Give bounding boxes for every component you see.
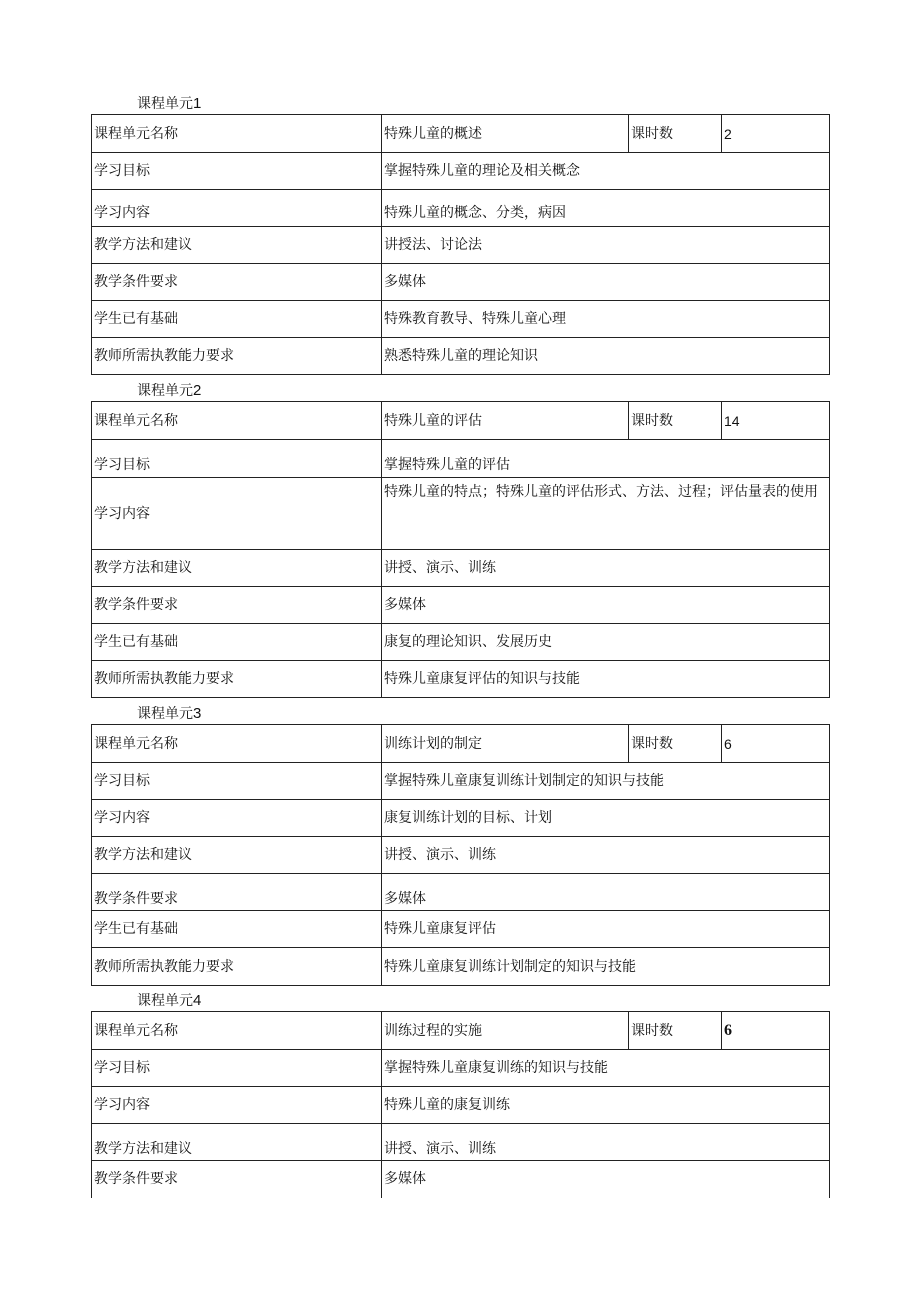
unit-4-table (91, 1011, 830, 1198)
goal-value: 掌握特殊儿童康复训练计划制定的知识与技能 (382, 763, 830, 800)
conditions-label: 教学条件要求 (92, 874, 382, 911)
table-row (92, 587, 830, 624)
unit-1-heading: 课程单元1 (137, 95, 202, 112)
method-label: 教学方法和建议 (92, 227, 382, 264)
teacher-value: 特殊儿童康复评估的知识与技能 (382, 661, 830, 698)
unit-2-table (91, 401, 830, 698)
table-row (92, 264, 830, 301)
table-row (92, 1012, 830, 1050)
method-value: 讲授、演示、训练 (382, 1124, 830, 1161)
table-row (92, 874, 830, 911)
goal-value: 掌握特殊儿童的评估 (382, 440, 830, 478)
table-row (92, 402, 830, 440)
conditions-label: 教学条件要求 (92, 587, 382, 624)
goal-value: 掌握特殊儿童的理论及相关概念 (382, 153, 830, 190)
table-row (92, 837, 830, 874)
hours-value: 14 (722, 402, 830, 440)
unit-name-label: 课程单元名称 (92, 1012, 382, 1050)
content-label: 学习内容 (92, 1087, 382, 1124)
table-row (92, 725, 830, 763)
unit-2-heading: 课程单元2 (137, 382, 202, 399)
goal-label: 学习目标 (92, 153, 382, 190)
basis-label: 学生已有基础 (92, 301, 382, 338)
method-value: 讲授、演示、训练 (382, 837, 830, 874)
content-label: 学习内容 (92, 478, 382, 550)
table-row (92, 1050, 830, 1087)
table-row (92, 800, 830, 837)
conditions-value: 多媒体 (382, 1161, 830, 1198)
basis-label: 学生已有基础 (92, 624, 382, 661)
hours-value: 2 (722, 115, 830, 153)
table-row (92, 550, 830, 587)
goal-label: 学习目标 (92, 440, 382, 478)
unit-3-table (91, 724, 830, 986)
table-row (92, 624, 830, 661)
conditions-label: 教学条件要求 (92, 264, 382, 301)
table-row (92, 153, 830, 190)
table-row (92, 1087, 830, 1124)
unit-1-table (91, 114, 830, 375)
table-row (92, 1124, 830, 1161)
conditions-value: 多媒体 (382, 874, 830, 911)
unit-4-heading: 课程单元4 (137, 992, 202, 1009)
content-value: 特殊儿童的概念、分类，病因 (382, 190, 830, 227)
table-row (92, 190, 830, 227)
unit-name-value: 特殊儿童的概述 (382, 115, 629, 153)
content-value: 特殊儿童的康复训练 (382, 1087, 830, 1124)
content-value: 康复训练计划的目标、计划 (382, 800, 830, 837)
goal-label: 学习目标 (92, 763, 382, 800)
unit-name-label: 课程单元名称 (92, 115, 382, 153)
goal-value: 掌握特殊儿童康复训练的知识与技能 (382, 1050, 830, 1087)
table-row (92, 301, 830, 338)
conditions-label: 教学条件要求 (92, 1161, 382, 1198)
unit-name-label: 课程单元名称 (92, 402, 382, 440)
basis-value: 康复的理论知识、发展历史 (382, 624, 830, 661)
unit-3-heading: 课程单元3 (137, 705, 202, 722)
content-value: 特殊儿童的特点；特殊儿童的评估形式、方法、过程；评估量表的使用 (382, 478, 830, 550)
conditions-value: 多媒体 (382, 587, 830, 624)
teacher-value: 熟悉特殊儿童的理论知识 (382, 338, 830, 375)
unit-name-value: 特殊儿童的评估 (382, 402, 629, 440)
method-label: 教学方法和建议 (92, 550, 382, 587)
basis-value: 特殊儿童康复评估 (382, 911, 830, 948)
hours-label: 课时数 (629, 402, 722, 440)
teacher-value: 特殊儿童康复训练计划制定的知识与技能 (382, 948, 830, 986)
table-row (92, 440, 830, 478)
teacher-label: 教师所需执教能力要求 (92, 661, 382, 698)
unit-name-label: 课程单元名称 (92, 725, 382, 763)
unit-name-value: 训练计划的制定 (382, 725, 629, 763)
method-value: 讲授法、讨论法 (382, 227, 830, 264)
teacher-label: 教师所需执教能力要求 (92, 948, 382, 986)
hours-value: 6 (722, 1012, 830, 1050)
table-row (92, 115, 830, 153)
basis-value: 特殊教育教导、特殊儿童心理 (382, 301, 830, 338)
hours-value: 6 (722, 725, 830, 763)
conditions-value: 多媒体 (382, 264, 830, 301)
hours-label: 课时数 (629, 115, 722, 153)
method-label: 教学方法和建议 (92, 1124, 382, 1161)
method-label: 教学方法和建议 (92, 837, 382, 874)
table-row (92, 1161, 830, 1198)
table-row (92, 478, 830, 550)
method-value: 讲授、演示、训练 (382, 550, 830, 587)
content-label: 学习内容 (92, 190, 382, 227)
hours-label: 课时数 (629, 1012, 722, 1050)
table-row (92, 911, 830, 948)
table-row (92, 661, 830, 698)
goal-label: 学习目标 (92, 1050, 382, 1087)
table-row (92, 948, 830, 986)
unit-name-value: 训练过程的实施 (382, 1012, 629, 1050)
teacher-label: 教师所需执教能力要求 (92, 338, 382, 375)
hours-label: 课时数 (629, 725, 722, 763)
table-row (92, 338, 830, 375)
table-row (92, 763, 830, 800)
table-row (92, 227, 830, 264)
content-label: 学习内容 (92, 800, 382, 837)
basis-label: 学生已有基础 (92, 911, 382, 948)
